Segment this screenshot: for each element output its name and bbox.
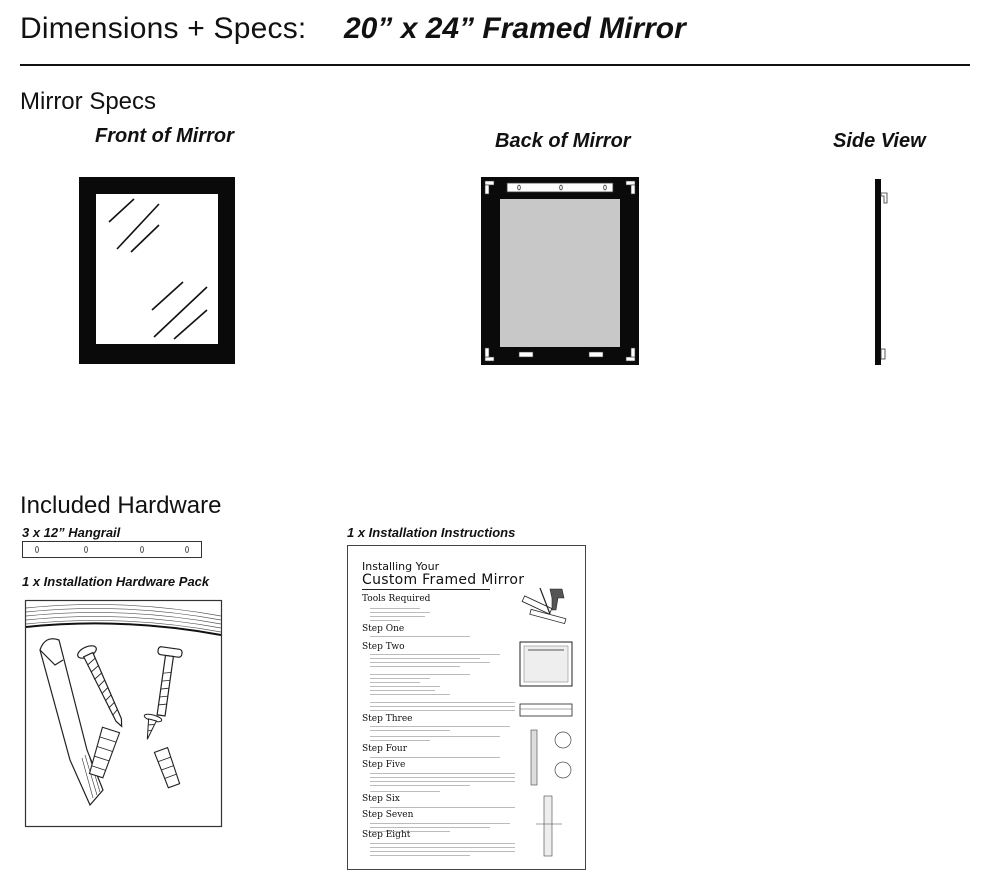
wall-diagram-2: [526, 794, 571, 859]
doc-step-heading: Step Four: [362, 744, 407, 754]
hangrail-label: 3 x 12” Hangrail: [22, 525, 121, 540]
doc-title-line1: Installing Your: [362, 560, 440, 573]
back-mirror-illustration: [481, 177, 639, 365]
doc-step-heading: Step Six: [362, 794, 400, 804]
mirror-specs-heading: Mirror Specs: [20, 88, 157, 115]
page-title: Dimensions + Specs:: [20, 12, 307, 45]
doc-step-heading: Step Three: [362, 714, 413, 724]
doc-step-heading: Step Eight: [362, 830, 411, 840]
doc-step-heading: Step Seven: [362, 810, 414, 820]
front-mirror-illustration: [79, 177, 235, 364]
doc-step-heading: Step One: [362, 624, 405, 634]
doc-step-heading: Step Two: [362, 642, 405, 652]
product-name: 20” x 24” Framed Mirror: [344, 12, 686, 45]
tools-illustration: [520, 584, 575, 626]
hardware-pack-label: 1 x Installation Hardware Pack: [22, 574, 210, 589]
included-hardware-heading: Included Hardware: [20, 492, 222, 519]
rail-diagram: [518, 702, 576, 720]
doc-title-rule: [362, 589, 490, 590]
side-view-label: Side View: [833, 130, 926, 152]
hardware-pack-illustration: [25, 600, 222, 827]
hangrail-illustration: [22, 541, 202, 558]
side-view-illustration: [872, 179, 892, 367]
doc-step-heading: Step Five: [362, 760, 406, 770]
doc-step-heading: Tools Required: [362, 594, 431, 604]
frame-diagram: [518, 640, 576, 690]
instructions-label: 1 x Installation Instructions: [347, 525, 516, 540]
header-divider: [20, 64, 970, 66]
installation-instructions-document: [347, 545, 586, 870]
doc-title-line2: Custom Framed Mirror: [362, 572, 525, 588]
back-of-mirror-label: Back of Mirror: [495, 130, 631, 152]
front-of-mirror-label: Front of Mirror: [95, 125, 234, 147]
wall-diagram-1: [523, 728, 578, 788]
